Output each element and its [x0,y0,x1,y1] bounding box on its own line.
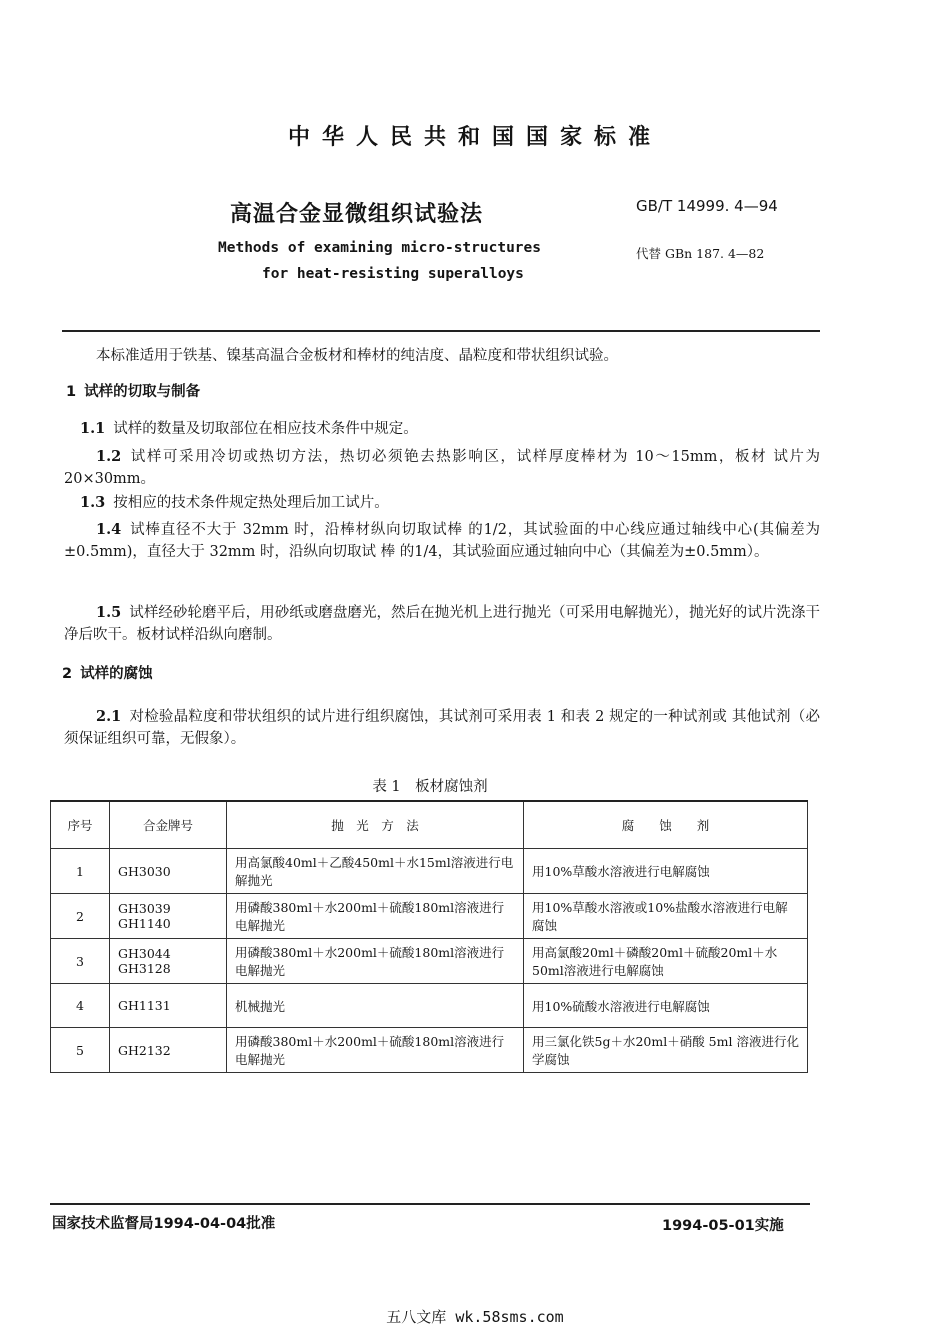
clause-2-1-number: 2.1 [96,708,122,725]
footer-rule [50,1203,810,1205]
clause-1-4 [64,519,820,563]
header-no: 序号 [51,801,110,849]
clause-2-1 [64,706,820,750]
row-alloy: GH1131 [110,984,227,1028]
english-title-line-2: for heat-resisting superalloys [262,266,524,282]
row-no: 1 [51,849,110,894]
clause-1-1-text: 试样的数量及切取部位在相应技术条件中规定。 [113,421,418,437]
row-etch: 用三氯化铁5g＋水20ml＋硝酸 5ml 溶液进行化学腐蚀 [524,1028,808,1073]
clause-1-4-number: 1.4 [96,521,122,538]
clause-1-3-text: 按相应的技术条件规定热处理后加工试片。 [113,495,389,511]
row-etch: 用10%草酸水溶液进行电解腐蚀 [524,849,808,894]
section-2-heading [62,662,153,683]
table-1-caption: 表 1 板材腐蚀剂 [372,779,488,795]
clause-1-1-number: 1.1 [80,420,106,437]
row-etch: 用10%硫酸水溶液进行电解腐蚀 [524,984,808,1028]
replaces-standard: 代替 GBn 187. 4—82 [636,246,765,261]
clause-1-2-text: 试样可采用冷切或热切方法，热切必须铯去热影响区，试样厚度棒材为 10～15mm，板材 试片为 20×30mm。 [64,449,820,487]
row-polish: 机械抛光 [227,984,524,1028]
row-alloy: GH3044 GH3128 [110,939,227,984]
row-etch: 用高氯酸20ml＋磷酸20ml＋硫酸20ml＋水50ml溶液进行电解腐蚀 [524,939,808,984]
table-row [51,1028,808,1073]
row-no: 4 [51,984,110,1028]
table-header-row [51,801,808,849]
table-row [51,939,808,984]
table-row [51,849,808,894]
header-etch: 腐 蚀 剂 [524,801,808,849]
header-alloy: 合金牌号 [110,801,227,849]
english-title-line-1: Methods of examining micro-structures [218,240,542,256]
standard-header: 中华人民共和国国家标准 [287,125,662,150]
document-title: 高温合金显微组织试验法 [230,202,484,227]
clause-1-5-number: 1.5 [96,604,122,621]
header-polish: 抛 光 方 法 [227,801,524,849]
clause-1-5 [64,602,820,646]
header-rule [62,330,820,332]
row-polish: 用高氯酸40ml＋乙酸450ml＋水15ml溶液进行电解抛光 [227,849,524,894]
clause-1-5-text: 试样经砂轮磨平后，用砂纸或磨盘磨光，然后在抛光机上进行抛光（可采用电解抛光），抛光好的试片洗涤干净后吹干。板材试样沿纵向磨制。 [64,605,820,643]
section-1-title: 试样的切取与制备 [84,384,201,400]
row-alloy: GH3039 GH1140 [110,894,227,939]
scope-paragraph: 本标准适用于铁基、镍基高温合金板材和棒材的纯洁度、晶粒度和带状组织试验。 [96,348,618,364]
row-alloy: GH3030 [110,849,227,894]
clause-1-2 [64,446,820,490]
section-1-heading [66,380,200,401]
implementation-date: 1994-05-01实施 [662,1218,784,1234]
clause-1-3-number: 1.3 [80,494,106,511]
row-polish: 用磷酸380ml＋水200ml＋硫酸180ml溶液进行电解抛光 [227,1028,524,1073]
site-footer: 五八文库 wk.58sms.com [386,1308,564,1326]
approval-line: 国家技术监督局1994-04-04批准 [52,1216,276,1232]
section-2-title: 试样的腐蚀 [80,666,153,682]
clause-1-3 [80,492,389,514]
row-polish: 用磷酸380ml＋水200ml＋硫酸180ml溶液进行电解抛光 [227,894,524,939]
clause-1-2-number: 1.2 [96,448,122,465]
row-etch: 用10%草酸水溶液或10%盐酸水溶液进行电解腐蚀 [524,894,808,939]
clause-1-1 [80,418,418,440]
standard-number: GB/T 14999. 4—94 [636,197,778,215]
etchant-table [50,800,808,1073]
row-no: 3 [51,939,110,984]
table-row [51,984,808,1028]
row-alloy: GH2132 [110,1028,227,1073]
clause-1-4-text: 试棒直径不大于 32mm 时，沿棒材纵向切取试棒 的1/2，其试验面的中心线应通过轴线中心(其偏差为±0.5mm)，直径大于 32mm 时，沿纵向切取试 棒 的1/4，其试验面应通过轴向中心（其偏差为±0.5mm）。 [64,522,820,560]
row-no: 2 [51,894,110,939]
row-polish: 用磷酸380ml＋水200ml＋硫酸180ml溶液进行电解抛光 [227,939,524,984]
row-no: 5 [51,1028,110,1073]
section-2-number: 2 [62,666,73,682]
section-1-number: 1 [66,384,77,400]
clause-2-1-text: 对检验晶粒度和带状组织的试片进行组织腐蚀，其试剂可采用表 1 和表 2 规定的一种试剂或 其他试剂（必须保证组织可靠，无假象）。 [64,709,820,747]
table-row [51,894,808,939]
